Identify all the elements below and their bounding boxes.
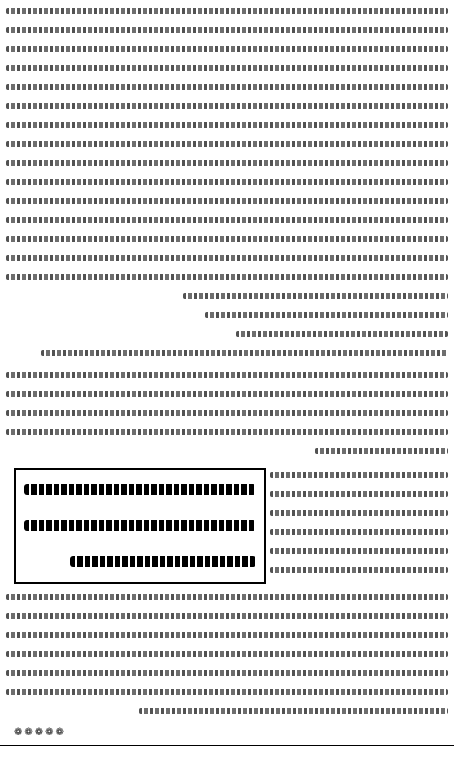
- body-text-middle: [6, 368, 448, 463]
- body-text-lower: [6, 590, 448, 723]
- ornament-divider: ❁❁❁❁❁: [14, 727, 66, 738]
- bullet-item: [6, 346, 448, 359]
- bullet-item: [6, 308, 448, 321]
- body-text-upper: [6, 4, 448, 308]
- pull-quote-line: [24, 516, 256, 534]
- pull-quote-box: [14, 468, 266, 584]
- page-footer: [0, 745, 454, 766]
- body-text-side: [270, 468, 448, 582]
- pull-quote-line: [24, 552, 256, 570]
- pull-quote-line: [24, 480, 256, 498]
- bullet-list: [6, 308, 448, 365]
- bullet-item: [6, 327, 448, 340]
